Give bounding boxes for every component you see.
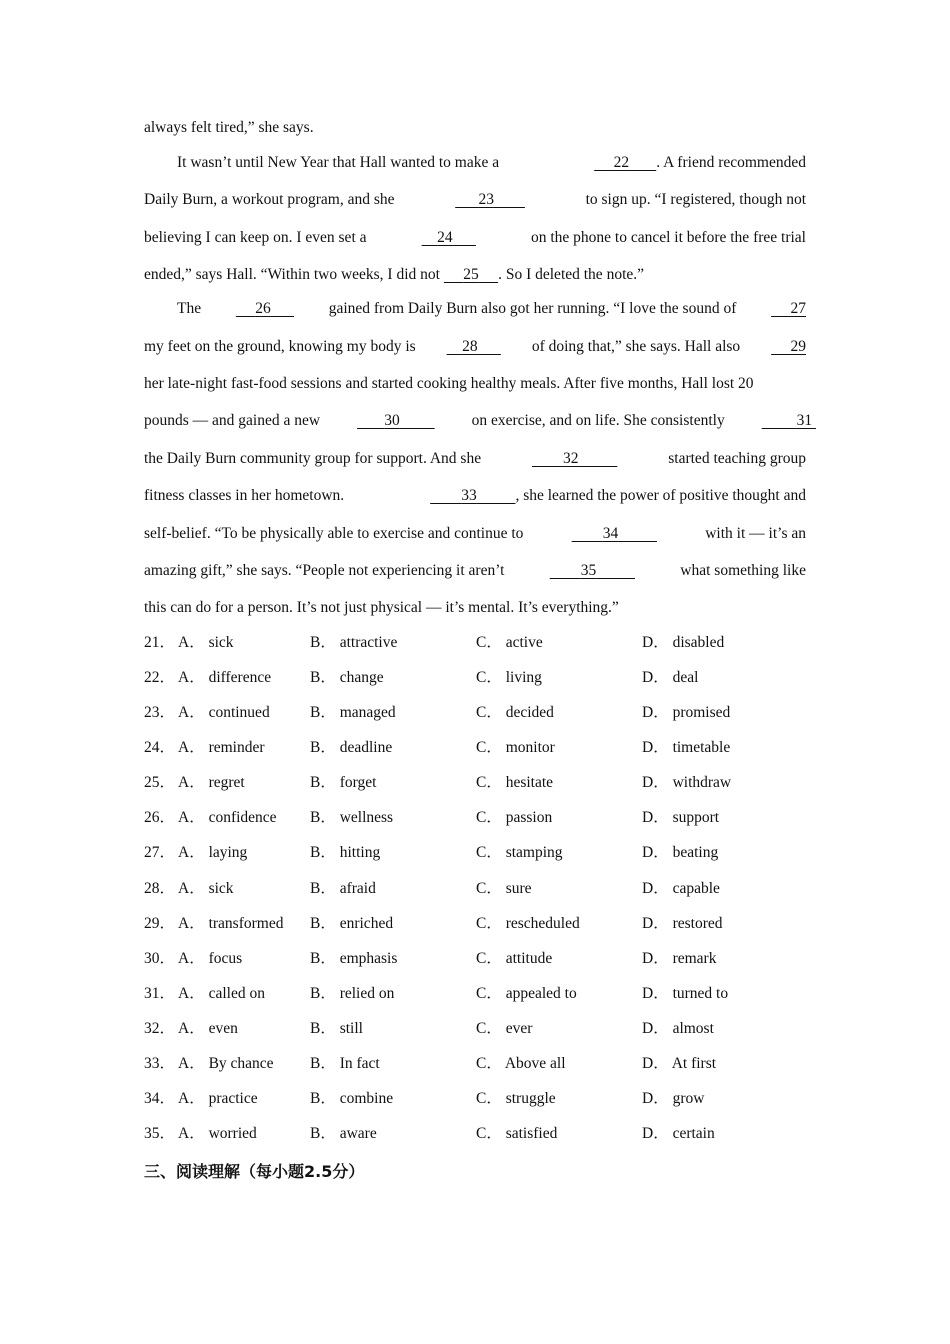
option-c: C． decided bbox=[476, 704, 554, 721]
question-row bbox=[144, 668, 844, 688]
option-c: C． satisfied bbox=[476, 1125, 558, 1142]
option-c: C． passion bbox=[476, 809, 553, 826]
text-segment: ended,” says Hall. “Within two weeks, I did not bbox=[144, 266, 440, 283]
text-segment: on the phone to cancel it before the free trial bbox=[530, 229, 806, 246]
option-b: B． attractive bbox=[310, 634, 398, 651]
question-row bbox=[144, 1019, 844, 1039]
text-segment: fitness classes in her hometown. bbox=[144, 487, 345, 504]
option-a: A． sick bbox=[178, 634, 234, 651]
text-segment: of doing that,” she says. Hall also bbox=[531, 338, 741, 355]
question-row bbox=[144, 773, 844, 793]
option-c: C． appealed to bbox=[476, 985, 577, 1002]
option-a: A． laying bbox=[178, 844, 248, 861]
text-segment: on exercise, and on life. She consistently bbox=[471, 412, 725, 429]
blank-35: 35 bbox=[580, 562, 597, 579]
section-title: 三、阅读理解（每小题2.5分） bbox=[144, 1162, 365, 1181]
passage-line bbox=[144, 190, 806, 210]
option-d: D． deal bbox=[642, 669, 699, 686]
question-row bbox=[144, 1054, 844, 1074]
question-row bbox=[144, 1089, 844, 1109]
question-number: 29． bbox=[144, 915, 176, 932]
option-a: A． sick bbox=[178, 880, 234, 897]
text-segment: . So I deleted the note.” bbox=[498, 266, 645, 283]
blank-22: 22 bbox=[613, 154, 630, 171]
text-segment: started teaching group bbox=[668, 450, 806, 467]
option-b: B． enriched bbox=[310, 915, 394, 932]
text-segment: pounds — and gained a new bbox=[144, 412, 321, 429]
text-segment: gained from Daily Burn also got her running. “I love the sound of bbox=[328, 300, 737, 317]
option-a: A． difference bbox=[178, 669, 272, 686]
option-c: C． Above all bbox=[476, 1055, 566, 1072]
text-segment: The bbox=[177, 300, 202, 317]
option-b: B． afraid bbox=[310, 880, 376, 897]
blank-29: 29 bbox=[790, 338, 806, 355]
option-b: B． In fact bbox=[310, 1055, 380, 1072]
question-number: 25． bbox=[144, 774, 176, 791]
passage-line bbox=[144, 228, 806, 248]
text-segment: It wasn’t until New Year that Hall wanted to make a bbox=[177, 154, 500, 171]
blank-32: 32 bbox=[563, 450, 579, 467]
passage-line bbox=[144, 486, 806, 506]
option-a: A． By chance bbox=[178, 1055, 274, 1072]
option-d: D． restored bbox=[642, 915, 723, 932]
option-b: B． wellness bbox=[310, 809, 394, 826]
option-a: A． continued bbox=[178, 704, 270, 721]
question-number: 23． bbox=[144, 704, 176, 721]
question-number: 31． bbox=[144, 985, 176, 1002]
option-d: D． turned to bbox=[642, 985, 729, 1002]
option-b: B． forget bbox=[310, 774, 377, 791]
text-segment: self-belief. “To be physically able to exercise and continue to bbox=[144, 525, 524, 542]
option-d: D． timetable bbox=[642, 739, 731, 756]
blank-33: 33 bbox=[461, 487, 477, 504]
option-c: C． hesitate bbox=[476, 774, 554, 791]
passage-line: always felt tired,” she says. bbox=[144, 119, 314, 136]
option-b: B． combine bbox=[310, 1090, 394, 1107]
question-row bbox=[144, 738, 844, 758]
option-c: C． active bbox=[476, 634, 543, 651]
passage-line bbox=[144, 449, 806, 469]
question-row bbox=[144, 879, 844, 899]
blank-26: 26 bbox=[255, 300, 271, 317]
question-number: 21． bbox=[144, 634, 176, 651]
option-d: D． promised bbox=[642, 704, 731, 721]
passage-line bbox=[144, 524, 806, 544]
text-segment: . A friend recommended bbox=[656, 154, 806, 171]
passage-line bbox=[144, 411, 816, 431]
option-c: C． rescheduled bbox=[476, 915, 580, 932]
text-segment: believing I can keep on. I even set a bbox=[144, 229, 367, 246]
question-number: 30． bbox=[144, 950, 176, 967]
question-number: 22． bbox=[144, 669, 176, 686]
option-d: D． withdraw bbox=[642, 774, 732, 791]
question-number: 24． bbox=[144, 739, 176, 756]
text-segment: what something like bbox=[680, 562, 806, 579]
question-number: 28． bbox=[144, 880, 176, 897]
question-number: 26． bbox=[144, 809, 176, 826]
question-row bbox=[144, 1124, 844, 1144]
question-number: 34． bbox=[144, 1090, 176, 1107]
text-segment: the Daily Burn community group for support. And she bbox=[144, 450, 482, 467]
text-segment: my feet on the ground, knowing my body is bbox=[144, 338, 416, 355]
text-segment: , she learned the power of positive thought and bbox=[515, 487, 806, 504]
passage-line bbox=[144, 337, 806, 357]
option-a: A． focus bbox=[178, 950, 243, 967]
option-c: C． ever bbox=[476, 1020, 533, 1037]
option-d: D． support bbox=[642, 809, 720, 826]
text-segment: Daily Burn, a workout program, and she bbox=[144, 191, 395, 208]
blank-24: 24 bbox=[437, 229, 453, 246]
option-d: D． capable bbox=[642, 880, 720, 897]
option-b: B． change bbox=[310, 669, 384, 686]
blank-34: 34 bbox=[602, 525, 619, 542]
option-d: D． beating bbox=[642, 844, 719, 861]
option-a: A． practice bbox=[178, 1090, 258, 1107]
blank-31: 31 bbox=[796, 412, 813, 429]
option-b: B． hitting bbox=[310, 844, 381, 861]
question-row bbox=[144, 808, 844, 828]
option-a: A． even bbox=[178, 1020, 238, 1037]
option-b: B． managed bbox=[310, 704, 396, 721]
passage-line bbox=[177, 299, 806, 319]
blank-23: 23 bbox=[478, 191, 494, 208]
question-number: 33． bbox=[144, 1055, 176, 1072]
option-c: C． monitor bbox=[476, 739, 555, 756]
option-d: D． grow bbox=[642, 1090, 705, 1107]
option-a: A． called on bbox=[178, 985, 265, 1002]
passage-line: this can do for a person. It’s not just physical — it’s mental. It’s everything.” bbox=[144, 599, 619, 616]
passage-line bbox=[177, 153, 806, 173]
option-c: C． sure bbox=[476, 880, 532, 897]
option-b: B． relied on bbox=[310, 985, 395, 1002]
option-d: D． At first bbox=[642, 1055, 717, 1072]
question-row bbox=[144, 984, 844, 1004]
blank-28: 28 bbox=[462, 338, 478, 355]
option-b: B． still bbox=[310, 1020, 363, 1037]
option-c: C． attitude bbox=[476, 950, 553, 967]
passage-line bbox=[144, 265, 806, 285]
question-number: 35． bbox=[144, 1125, 176, 1142]
question-row bbox=[144, 949, 844, 969]
option-a: A． worried bbox=[178, 1125, 257, 1142]
option-d: D． disabled bbox=[642, 634, 725, 651]
question-row bbox=[144, 914, 844, 934]
option-d: D． almost bbox=[642, 1020, 714, 1037]
text-segment: to sign up. “I registered, though not bbox=[585, 191, 806, 208]
option-a: A． regret bbox=[178, 774, 245, 791]
option-a: A． reminder bbox=[178, 739, 265, 756]
option-c: C． struggle bbox=[476, 1090, 556, 1107]
question-row bbox=[144, 843, 844, 863]
passage-line bbox=[144, 561, 806, 581]
passage-line: her late-night fast-food sessions and started cooking healthy meals. After five months, Hall lost 20 bbox=[144, 375, 754, 392]
option-b: B． deadline bbox=[310, 739, 393, 756]
blank-30: 30 bbox=[384, 412, 400, 429]
option-a: A． confidence bbox=[178, 809, 277, 826]
blank-25: 25 bbox=[463, 266, 479, 283]
option-d: D． certain bbox=[642, 1125, 715, 1142]
text-segment: with it — it’s an bbox=[705, 525, 806, 542]
question-number: 27． bbox=[144, 844, 176, 861]
question-row bbox=[144, 703, 844, 723]
blank-27: 27 bbox=[790, 300, 806, 317]
question-row bbox=[144, 633, 844, 653]
option-c: C． stamping bbox=[476, 844, 563, 861]
option-c: C． living bbox=[476, 669, 542, 686]
option-a: A． transformed bbox=[178, 915, 284, 932]
option-b: B． aware bbox=[310, 1125, 377, 1142]
question-number: 32． bbox=[144, 1020, 176, 1037]
text-segment: amazing gift,” she says. “People not experiencing it aren’t bbox=[144, 562, 505, 579]
option-d: D． remark bbox=[642, 950, 717, 967]
option-b: B． emphasis bbox=[310, 950, 398, 967]
